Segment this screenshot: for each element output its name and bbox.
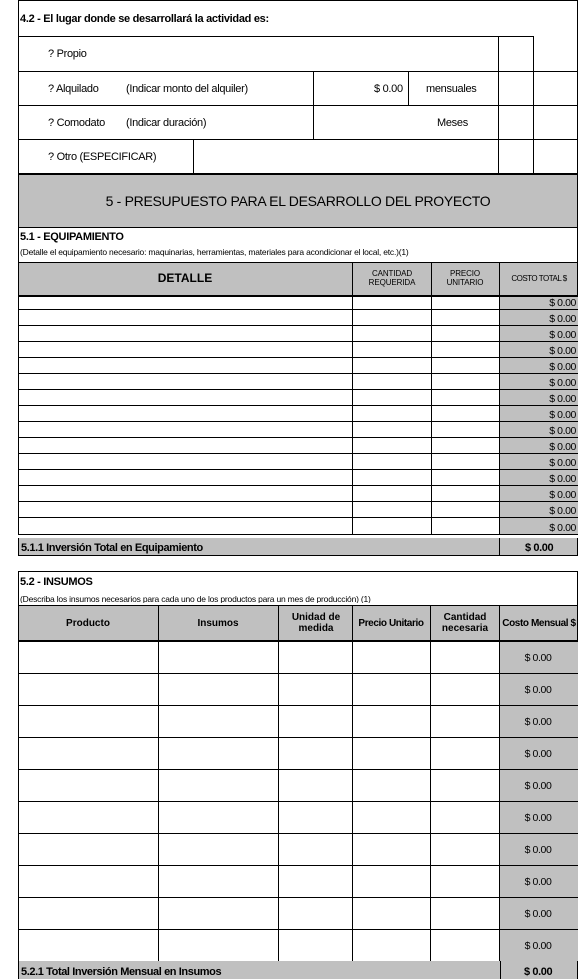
cantidad-cell[interactable] bbox=[353, 297, 432, 310]
producto-cell[interactable] bbox=[19, 706, 159, 738]
equipamiento-row bbox=[19, 502, 578, 518]
insumos-cell[interactable] bbox=[159, 770, 279, 802]
insumos-total-label: 5.2.1 Total Inversión Mensual en Insumos bbox=[21, 966, 222, 978]
cantidad-cell[interactable] bbox=[431, 930, 500, 962]
equipamiento-total-label: 5.1.1 Inversión Total en Equipamiento bbox=[21, 542, 203, 554]
precio-cell[interactable] bbox=[432, 502, 500, 518]
cantidad-cell[interactable] bbox=[353, 342, 432, 358]
header-precio-unitario-insumos: Precio Unitario bbox=[358, 617, 424, 629]
unidad-cell[interactable] bbox=[279, 834, 353, 866]
option-comodato: ? Comodato bbox=[48, 117, 105, 129]
header-costo-total: COSTO TOTAL $ bbox=[511, 273, 567, 283]
header-detalle: DETALLE bbox=[157, 271, 213, 286]
cantidad-cell[interactable] bbox=[353, 454, 432, 470]
header-insumos: Insumos bbox=[197, 617, 239, 629]
header-cantidad-requerida: CANTIDAD REQUERIDA bbox=[368, 269, 416, 287]
detalle-cell[interactable] bbox=[19, 470, 353, 486]
producto-cell[interactable] bbox=[19, 642, 159, 674]
comodato-note: (Indicar duración) bbox=[126, 117, 207, 129]
cantidad-cell[interactable] bbox=[431, 706, 500, 738]
precio-cell[interactable] bbox=[353, 738, 431, 770]
precio-cell[interactable] bbox=[432, 406, 500, 422]
precio-cell[interactable] bbox=[353, 834, 431, 866]
section-5-2-title: 5.2 - INSUMOS bbox=[20, 576, 93, 588]
option-alquilado: ? Alquilado bbox=[48, 83, 99, 95]
producto-cell[interactable] bbox=[19, 930, 159, 962]
alquilado-note: (Indicar monto del alquiler) bbox=[126, 83, 248, 95]
section-5-1-title: 5.1 - EQUIPAMIENTO bbox=[20, 231, 124, 243]
precio-cell[interactable] bbox=[353, 770, 431, 802]
comodato-unit: Meses bbox=[437, 117, 468, 129]
insumos-cell[interactable] bbox=[159, 898, 279, 930]
insumos-cell[interactable] bbox=[159, 930, 279, 962]
cantidad-cell[interactable] bbox=[431, 898, 500, 930]
unidad-cell[interactable] bbox=[279, 770, 353, 802]
producto-cell[interactable] bbox=[19, 834, 159, 866]
checkbox-alquilado[interactable] bbox=[499, 72, 533, 105]
header-unidad-medida: Unidad de medida bbox=[291, 612, 341, 634]
section-5-title: 5 - PRESUPUESTO PARA EL DESARROLLO DEL PROYECTO bbox=[105, 193, 491, 209]
section-5-2-subtitle: (Describa los insumos necesarios para cada uno de los productos para un mes de producción) (1) bbox=[20, 594, 371, 603]
detalle-cell[interactable] bbox=[19, 502, 353, 518]
header-costo-mensual: Costo Mensual $ bbox=[502, 617, 576, 629]
precio-cell[interactable] bbox=[353, 930, 431, 962]
detalle-cell[interactable] bbox=[19, 326, 353, 342]
equipamiento-row bbox=[19, 486, 578, 502]
alquilado-amount[interactable]: $ 0.00 bbox=[374, 83, 403, 95]
equipamiento-row bbox=[19, 406, 578, 422]
equipamiento-row bbox=[19, 470, 578, 486]
unidad-cell[interactable] bbox=[279, 674, 353, 706]
cantidad-cell[interactable] bbox=[353, 422, 432, 438]
insumos-row bbox=[19, 770, 578, 802]
insumos-row bbox=[19, 706, 578, 738]
detalle-cell[interactable] bbox=[19, 438, 353, 454]
producto-cell[interactable] bbox=[19, 770, 159, 802]
cantidad-cell[interactable] bbox=[431, 642, 500, 674]
unidad-cell[interactable] bbox=[279, 930, 353, 962]
unidad-cell[interactable] bbox=[279, 866, 353, 898]
costo-mensual-cell: $ 0.00 bbox=[500, 642, 578, 674]
detalle-cell[interactable] bbox=[19, 297, 353, 310]
equipamiento-row bbox=[19, 326, 578, 342]
precio-cell[interactable] bbox=[432, 342, 500, 358]
detalle-cell[interactable] bbox=[19, 486, 353, 502]
equipamiento-row bbox=[19, 390, 578, 406]
insumos-cell[interactable] bbox=[159, 642, 279, 674]
precio-cell[interactable] bbox=[432, 297, 500, 310]
unidad-cell[interactable] bbox=[279, 898, 353, 930]
insumos-cell[interactable] bbox=[159, 706, 279, 738]
unidad-cell[interactable] bbox=[279, 642, 353, 674]
equipamiento-total-row bbox=[18, 538, 578, 556]
cantidad-cell[interactable] bbox=[353, 470, 432, 486]
insumos-row bbox=[19, 834, 578, 866]
precio-cell[interactable] bbox=[353, 866, 431, 898]
checkbox-otro[interactable] bbox=[499, 140, 533, 174]
producto-cell[interactable] bbox=[19, 674, 159, 706]
producto-cell[interactable] bbox=[19, 738, 159, 770]
detalle-cell[interactable] bbox=[19, 310, 353, 326]
cantidad-cell[interactable] bbox=[353, 374, 432, 390]
costo-total-cell: $ 0.00 bbox=[500, 390, 578, 406]
precio-cell[interactable] bbox=[432, 326, 500, 342]
checkbox-propio[interactable] bbox=[499, 37, 533, 71]
precio-cell[interactable] bbox=[353, 706, 431, 738]
insumos-row bbox=[19, 898, 578, 930]
costo-mensual-cell: $ 0.00 bbox=[500, 866, 578, 898]
costo-total-cell: $ 0.00 bbox=[500, 406, 578, 422]
cantidad-cell[interactable] bbox=[353, 326, 432, 342]
costo-total-cell: $ 0.00 bbox=[500, 310, 578, 326]
precio-cell[interactable] bbox=[432, 438, 500, 454]
equipamiento-row bbox=[19, 374, 578, 390]
option-otro: ? Otro (ESPECIFICAR) bbox=[48, 151, 157, 163]
equipamiento-row bbox=[19, 518, 578, 535]
equipamiento-row bbox=[19, 297, 578, 310]
equipamiento-row bbox=[19, 342, 578, 358]
costo-mensual-cell: $ 0.00 bbox=[500, 898, 578, 930]
producto-cell[interactable] bbox=[19, 802, 159, 834]
cantidad-cell[interactable] bbox=[353, 502, 432, 518]
cantidad-cell[interactable] bbox=[353, 406, 432, 422]
cantidad-cell[interactable] bbox=[353, 518, 432, 535]
insumos-cell[interactable] bbox=[159, 738, 279, 770]
costo-total-cell: $ 0.00 bbox=[500, 326, 578, 342]
cantidad-cell[interactable] bbox=[353, 310, 432, 326]
otro-specify-field[interactable] bbox=[194, 140, 498, 174]
cantidad-cell[interactable] bbox=[353, 438, 432, 454]
costo-total-cell: $ 0.00 bbox=[500, 342, 578, 358]
insumos-row bbox=[19, 802, 578, 834]
detalle-cell[interactable] bbox=[19, 358, 353, 374]
precio-cell[interactable] bbox=[353, 802, 431, 834]
precio-cell[interactable] bbox=[353, 898, 431, 930]
unidad-cell[interactable] bbox=[279, 706, 353, 738]
costo-total-cell: $ 0.00 bbox=[500, 374, 578, 390]
detalle-cell[interactable] bbox=[19, 374, 353, 390]
cantidad-cell[interactable] bbox=[353, 390, 432, 406]
costo-total-cell: $ 0.00 bbox=[500, 518, 578, 535]
costo-total-cell: $ 0.00 bbox=[500, 358, 578, 374]
costo-total-cell: $ 0.00 bbox=[500, 486, 578, 502]
insumos-cell[interactable] bbox=[159, 866, 279, 898]
insumos-row bbox=[19, 738, 578, 770]
insumos-cell[interactable] bbox=[159, 802, 279, 834]
costo-mensual-cell: $ 0.00 bbox=[500, 802, 578, 834]
precio-cell[interactable] bbox=[432, 310, 500, 326]
cantidad-cell[interactable] bbox=[431, 674, 500, 706]
equipamiento-row bbox=[19, 438, 578, 454]
precio-cell[interactable] bbox=[432, 470, 500, 486]
section-5-1-subtitle: (Detalle el equipamiento necesario: maquinarias, herramientas, materiales para acondicionar el local, etc.)(1) bbox=[20, 247, 409, 257]
cantidad-cell[interactable] bbox=[431, 866, 500, 898]
equipamiento-row bbox=[19, 358, 578, 374]
cantidad-cell[interactable] bbox=[353, 358, 432, 374]
insumos-total-value: $ 0.00 bbox=[524, 966, 553, 978]
alquilado-unit: mensuales bbox=[426, 83, 477, 95]
costo-mensual-cell: $ 0.00 bbox=[500, 770, 578, 802]
insumos-cell[interactable] bbox=[159, 834, 279, 866]
producto-cell[interactable] bbox=[19, 866, 159, 898]
precio-cell[interactable] bbox=[432, 486, 500, 502]
header-producto: Producto bbox=[66, 617, 110, 629]
costo-total-cell: $ 0.00 bbox=[500, 470, 578, 486]
section-5-header bbox=[18, 174, 578, 228]
cantidad-cell[interactable] bbox=[431, 834, 500, 866]
precio-cell[interactable] bbox=[432, 454, 500, 470]
equipamiento-row bbox=[19, 422, 578, 438]
cantidad-cell[interactable] bbox=[353, 486, 432, 502]
option-propio: ? Propio bbox=[48, 48, 87, 60]
detalle-cell[interactable] bbox=[19, 422, 353, 438]
equipamiento-row bbox=[19, 454, 578, 470]
detalle-cell[interactable] bbox=[19, 342, 353, 358]
header-cantidad-necesaria: Cantidad necesaria bbox=[441, 612, 489, 634]
costo-total-cell: $ 0.00 bbox=[500, 422, 578, 438]
precio-cell[interactable] bbox=[432, 390, 500, 406]
precio-cell[interactable] bbox=[432, 374, 500, 390]
detalle-cell[interactable] bbox=[19, 406, 353, 422]
costo-mensual-cell: $ 0.00 bbox=[500, 706, 578, 738]
precio-cell[interactable] bbox=[353, 674, 431, 706]
producto-cell[interactable] bbox=[19, 898, 159, 930]
precio-cell[interactable] bbox=[432, 518, 500, 535]
costo-total-cell: $ 0.00 bbox=[500, 438, 578, 454]
insumos-row bbox=[19, 674, 578, 706]
equipamiento-row bbox=[19, 310, 578, 326]
insumos-row bbox=[19, 930, 578, 962]
checkbox-comodato[interactable] bbox=[499, 106, 533, 139]
section-4-2-title: 4.2 - El lugar donde se desarrollará la actividad es: bbox=[20, 13, 269, 25]
precio-cell[interactable] bbox=[432, 422, 500, 438]
insumos-table bbox=[18, 641, 578, 962]
costo-total-cell: $ 0.00 bbox=[500, 502, 578, 518]
detalle-cell[interactable] bbox=[19, 454, 353, 470]
costo-mensual-cell: $ 0.00 bbox=[500, 738, 578, 770]
cantidad-cell[interactable] bbox=[431, 802, 500, 834]
costo-total-cell: $ 0.00 bbox=[500, 454, 578, 470]
detalle-cell[interactable] bbox=[19, 390, 353, 406]
cantidad-cell[interactable] bbox=[431, 738, 500, 770]
insumos-row bbox=[19, 642, 578, 674]
costo-mensual-cell: $ 0.00 bbox=[500, 674, 578, 706]
costo-total-cell: $ 0.00 bbox=[500, 297, 578, 310]
equipamiento-total-value: $ 0.00 bbox=[525, 542, 554, 554]
detalle-cell[interactable] bbox=[19, 518, 353, 535]
unidad-cell[interactable] bbox=[279, 738, 353, 770]
precio-cell[interactable] bbox=[353, 642, 431, 674]
insumos-row bbox=[19, 866, 578, 898]
cantidad-cell[interactable] bbox=[431, 770, 500, 802]
precio-cell[interactable] bbox=[432, 358, 500, 374]
equipamiento-table bbox=[18, 296, 578, 535]
header-precio-unitario: PRECIO UNITARIO bbox=[446, 269, 484, 287]
costo-mensual-cell: $ 0.00 bbox=[500, 834, 578, 866]
insumos-total-row bbox=[18, 961, 578, 979]
costo-mensual-cell: $ 0.00 bbox=[500, 930, 578, 962]
insumos-cell[interactable] bbox=[159, 674, 279, 706]
unidad-cell[interactable] bbox=[279, 802, 353, 834]
